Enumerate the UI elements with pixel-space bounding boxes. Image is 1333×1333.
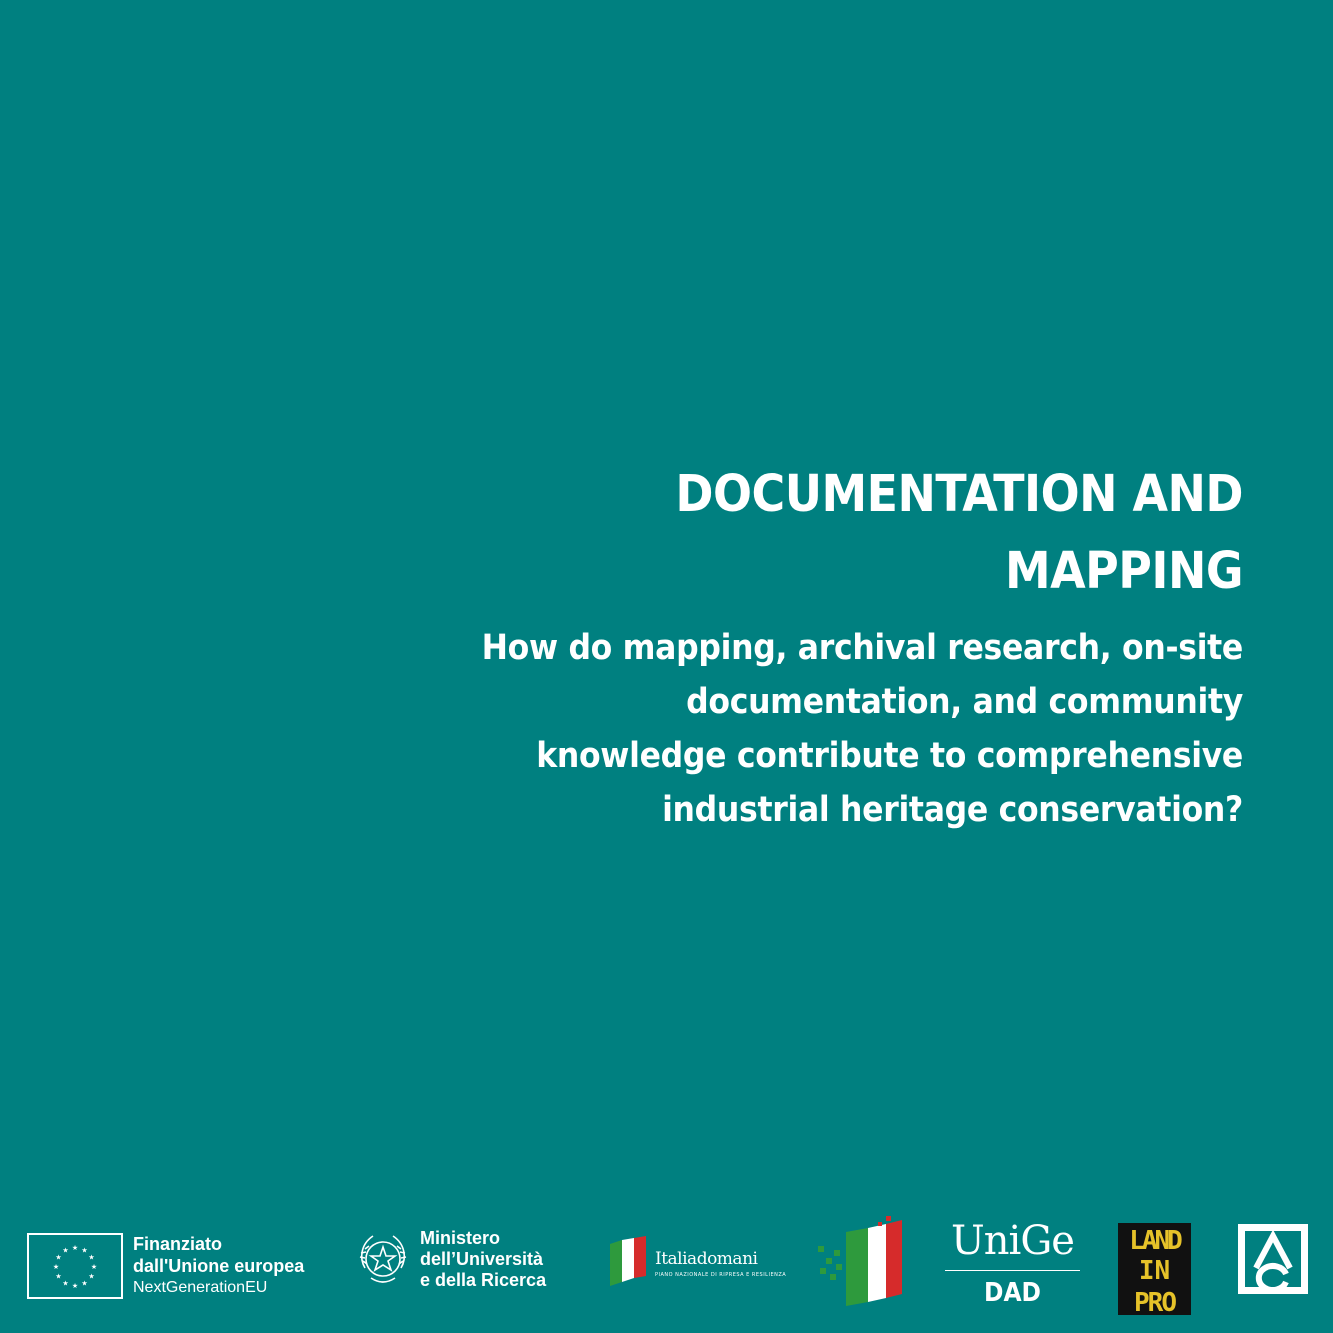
svg-text:★: ★ [62,1279,69,1288]
landinpro-word: LAND [1129,1226,1180,1256]
page-subtitle [343,621,1243,837]
eu-line: Finanziato [133,1234,222,1254]
mur-line: Ministero [420,1228,501,1248]
subtitle-line: documentation, and community [686,682,1243,722]
subtitle-line: knowledge contribute to comprehensive [536,736,1243,776]
eu-flag-icon [27,1233,123,1299]
svg-text:★: ★ [88,1272,95,1281]
eu-funding-text [133,1233,304,1299]
italiadomani-flag-icon [608,1236,650,1286]
svg-text:★: ★ [55,1253,62,1262]
unige-dept: DAD [984,1278,1041,1308]
svg-text:★: ★ [81,1246,88,1255]
mur-text [420,1228,546,1291]
ac-monogram-icon [1238,1224,1308,1294]
unige-divider [945,1270,1080,1271]
pixel-flag-icon [816,1216,906,1308]
title-line: DOCUMENTATION AND [675,465,1243,524]
unige-logo [945,1215,1080,1307]
svg-text:★: ★ [52,1263,60,1271]
landinpro-logo [1118,1223,1191,1315]
svg-text:★: ★ [55,1272,62,1281]
svg-text:★: ★ [90,1263,98,1271]
headline [343,456,1243,837]
mur-line: dell’Università [420,1249,544,1269]
subtitle-line: industrial heritage conservation? [662,790,1243,830]
svg-text:★: ★ [71,1282,79,1290]
unige-name: UniGe [951,1218,1074,1264]
landinpro-word: IN [1138,1256,1171,1286]
page-title [343,456,1243,610]
eu-line: NextGenerationEU [133,1279,268,1296]
svg-text:★: ★ [62,1246,69,1255]
svg-text:★: ★ [88,1253,95,1262]
svg-text:★: ★ [81,1279,88,1288]
mur-line: e della Ricerca [420,1270,547,1290]
italiadomani-tagline: PIANO NAZIONALE DI RIPRESA E RESILIENZA [655,1272,787,1278]
subtitle-line: How do mapping, archival research, on-site [481,628,1243,668]
italiadomani-name: Italiadomani [655,1249,758,1269]
svg-text:★: ★ [71,1244,79,1252]
landinpro-word: PRO [1134,1288,1175,1315]
eu-line: dall'Unione europea [133,1256,305,1276]
title-line: MAPPING [1004,542,1243,601]
italian-republic-emblem-icon [353,1228,413,1290]
